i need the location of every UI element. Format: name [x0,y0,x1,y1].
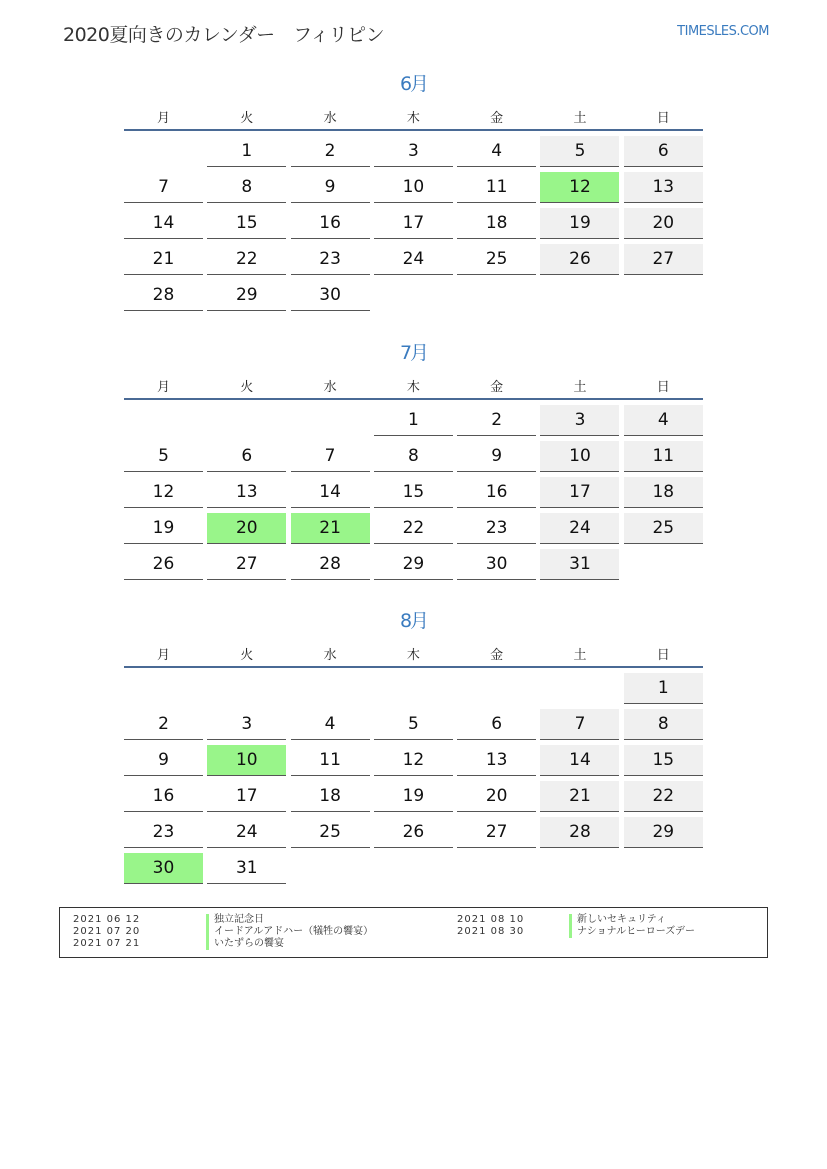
day-cell[interactable]: 21 [124,244,203,275]
weekend-day-cell[interactable]: 15 [624,745,703,776]
page-title: 2020夏向きのカレンダー フィリピン [63,24,385,46]
legend-holiday-name: ナショナルヒーローズデー [569,926,695,938]
weekday-label: 金 [490,379,504,395]
weekday-header [124,103,703,131]
empty-cell [374,673,453,704]
holiday-day-cell[interactable]: 10 [207,745,286,776]
empty-cell [291,405,370,436]
weekday-label: 土 [573,647,587,663]
weekend-day-cell[interactable]: 6 [624,136,703,167]
legend-date: 2021 08 10 [457,914,525,925]
day-cell[interactable]: 9 [124,745,203,776]
weekend-day-cell[interactable]: 29 [624,817,703,848]
month-july [124,339,703,580]
day-cell[interactable]: 8 [207,172,286,203]
day-cell[interactable]: 1 [374,405,453,436]
weekend-day-cell[interactable]: 19 [540,208,619,239]
weekend-day-cell[interactable]: 11 [624,441,703,472]
day-cell[interactable]: 12 [124,477,203,508]
weekday-label: 火 [240,110,254,126]
day-cell[interactable]: 19 [124,513,203,544]
month-title: 8月 [399,610,428,632]
holiday-day-cell[interactable]: 30 [124,853,203,884]
legend-holiday-name: 独立記念日 [206,914,264,926]
day-cell[interactable]: 16 [291,208,370,239]
legend-holiday-name: 新しいセキュリティ [569,914,666,926]
day-cell[interactable]: 27 [457,817,536,848]
weekend-day-cell[interactable]: 4 [624,405,703,436]
day-cell[interactable]: 9 [291,172,370,203]
weekday-label: 月 [156,647,170,663]
day-cell[interactable]: 23 [124,817,203,848]
day-cell[interactable]: 28 [291,549,370,580]
empty-cell [124,673,203,704]
day-cell[interactable]: 16 [457,477,536,508]
legend-date: 2021 08 30 [457,926,525,937]
day-cell[interactable]: 18 [291,781,370,812]
weekday-header [124,372,703,400]
day-cell[interactable]: 3 [374,136,453,167]
day-cell[interactable]: 15 [374,477,453,508]
day-cell[interactable]: 27 [207,549,286,580]
day-cell[interactable]: 13 [207,477,286,508]
day-cell[interactable]: 4 [457,136,536,167]
weekday-label: 金 [490,110,504,126]
day-cell[interactable]: 17 [374,208,453,239]
day-grid [124,673,703,884]
holiday-day-cell[interactable]: 21 [291,513,370,544]
weekday-label: 日 [656,110,670,126]
empty-cell [207,405,286,436]
weekend-day-cell[interactable]: 5 [540,136,619,167]
holiday-day-cell[interactable]: 20 [207,513,286,544]
day-cell[interactable]: 4 [291,709,370,740]
day-cell[interactable]: 6 [207,441,286,472]
legend-holiday-name: イードアルアドハー（犠牲の饗宴） [206,926,373,938]
day-cell[interactable]: 17 [207,781,286,812]
weekend-day-cell[interactable]: 22 [624,781,703,812]
weekday-label: 木 [406,647,420,663]
weekend-day-cell[interactable]: 25 [624,513,703,544]
day-cell[interactable]: 22 [374,513,453,544]
day-cell[interactable]: 16 [124,781,203,812]
weekday-label: 木 [406,110,420,126]
day-cell[interactable]: 25 [457,244,536,275]
weekday-label: 水 [323,647,337,663]
day-cell[interactable]: 22 [207,244,286,275]
day-cell[interactable]: 2 [291,136,370,167]
weekday-label: 金 [490,647,504,663]
weekend-day-cell[interactable]: 17 [540,477,619,508]
day-cell[interactable]: 9 [457,441,536,472]
empty-cell [540,673,619,704]
legend-date: 2021 07 20 [73,926,141,937]
weekday-label: 日 [656,379,670,395]
day-cell[interactable]: 11 [457,172,536,203]
day-cell[interactable]: 5 [124,441,203,472]
day-cell[interactable]: 29 [374,549,453,580]
holiday-legend [59,907,768,958]
month-june [124,70,703,311]
weekend-day-cell[interactable]: 8 [624,709,703,740]
month-title: 7月 [399,342,428,364]
day-cell[interactable]: 30 [291,280,370,311]
empty-cell [207,673,286,704]
day-cell[interactable]: 10 [374,172,453,203]
weekend-day-cell[interactable]: 3 [540,405,619,436]
day-cell[interactable]: 1 [207,136,286,167]
weekend-day-cell[interactable]: 13 [624,172,703,203]
weekday-label: 土 [573,379,587,395]
legend-date: 2021 06 12 [73,914,141,925]
day-cell[interactable]: 18 [457,208,536,239]
day-cell[interactable]: 19 [374,781,453,812]
day-cell[interactable]: 23 [457,513,536,544]
day-cell[interactable]: 23 [291,244,370,275]
weekend-day-cell[interactable]: 10 [540,441,619,472]
day-cell[interactable]: 25 [291,817,370,848]
weekday-label: 月 [156,379,170,395]
day-grid [124,136,703,311]
day-cell[interactable]: 24 [374,244,453,275]
weekend-day-cell[interactable]: 1 [624,673,703,704]
empty-cell [291,673,370,704]
day-cell[interactable]: 29 [207,280,286,311]
day-cell[interactable]: 24 [207,817,286,848]
month-august [124,607,703,884]
day-cell[interactable]: 30 [457,549,536,580]
day-cell[interactable]: 26 [124,549,203,580]
weekday-label: 木 [406,379,420,395]
weekday-label: 月 [156,110,170,126]
holiday-day-cell[interactable]: 12 [540,172,619,203]
day-cell[interactable]: 2 [124,709,203,740]
weekday-label: 土 [573,110,587,126]
day-cell[interactable]: 13 [457,745,536,776]
day-cell[interactable]: 31 [207,853,286,884]
day-cell[interactable]: 3 [207,709,286,740]
day-cell[interactable]: 7 [291,441,370,472]
weekend-day-cell[interactable]: 26 [540,244,619,275]
day-cell[interactable]: 14 [291,477,370,508]
site-link[interactable]: TIMESLES.COM [677,24,769,39]
weekend-day-cell[interactable]: 31 [540,549,619,580]
legend-date: 2021 07 21 [73,938,141,949]
day-cell[interactable]: 11 [291,745,370,776]
weekend-day-cell[interactable]: 18 [624,477,703,508]
day-cell[interactable]: 6 [457,709,536,740]
weekday-label: 火 [240,647,254,663]
weekday-label: 水 [323,379,337,395]
legend-holiday-name: いたずらの饗宴 [206,938,284,950]
empty-cell [457,673,536,704]
day-cell[interactable]: 15 [207,208,286,239]
weekday-label: 水 [323,110,337,126]
day-cell[interactable]: 28 [124,280,203,311]
empty-cell [124,136,203,167]
weekend-day-cell[interactable]: 21 [540,781,619,812]
weekday-label: 日 [656,647,670,663]
day-cell[interactable]: 14 [124,208,203,239]
weekend-day-cell[interactable]: 14 [540,745,619,776]
day-cell[interactable]: 2 [457,405,536,436]
day-cell[interactable]: 7 [124,172,203,203]
weekend-day-cell[interactable]: 24 [540,513,619,544]
weekend-day-cell[interactable]: 7 [540,709,619,740]
weekend-day-cell[interactable]: 27 [624,244,703,275]
day-cell[interactable]: 26 [374,817,453,848]
day-cell[interactable]: 8 [374,441,453,472]
empty-cell [124,405,203,436]
weekday-header [124,640,703,668]
month-title: 6月 [399,73,428,95]
day-grid [124,405,703,580]
day-cell[interactable]: 5 [374,709,453,740]
day-cell[interactable]: 12 [374,745,453,776]
weekend-day-cell[interactable]: 20 [624,208,703,239]
weekend-day-cell[interactable]: 28 [540,817,619,848]
weekday-label: 火 [240,379,254,395]
day-cell[interactable]: 20 [457,781,536,812]
